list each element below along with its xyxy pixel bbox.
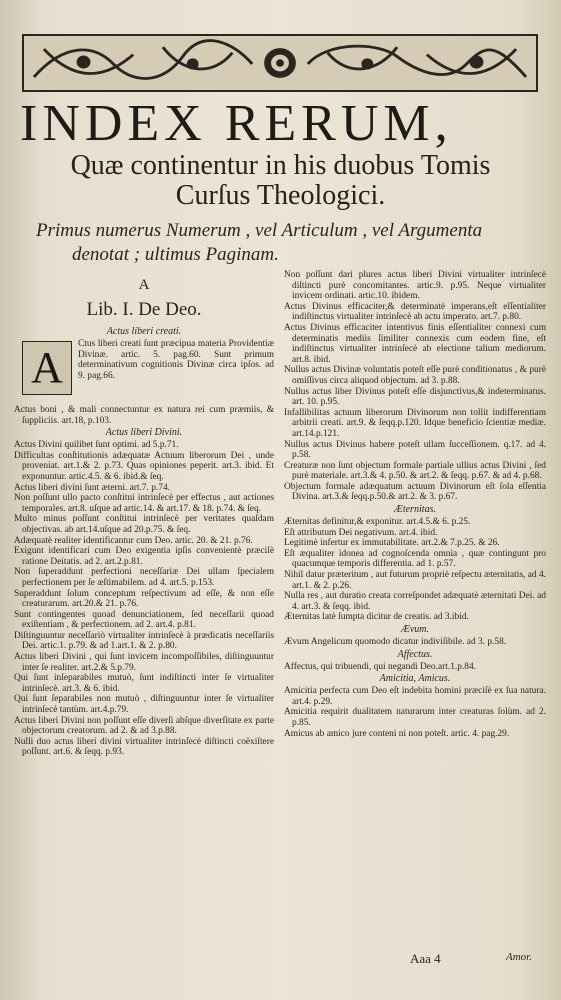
index-entry: Superaddunt ſolum conceptum reſpectivum ad eſſe, & non eſſe creaturarum. art.20.& 21. p.76. [14,588,274,610]
index-entry: Qui ſunt inſeparabiles mutuò, ſunt indiſtincti inter ſe virtualiter intrinſecè. art.3. & 6. ibid. [14,673,274,694]
signature-mark: Aaa 4 [410,951,441,966]
index-entry: Non poſſunt ullo pacto conſtitui intrinſecè per effectus , aut actiones temporales. art.8. uſque ad artic.14. & art.17. & 18. p.74. & ſeq. [14,493,274,514]
index-entry: Qui ſunt ſeparabiles non mutuò , diſtinguuntur inter ſe virtualiter intrinſecè tantùm. art.4.p.79. [14,694,274,716]
index-entry: Actus Divini quilibet ſunt optimi. ad 5.p.71. [14,440,179,451]
dropcap-letter: A [31,343,63,392]
usage-note-line-1: Primus numerus Numerum , vel Articulum , vel Argumenta [36,220,483,241]
index-entry: Eſt æqualiter idonea ad cognoſcenda omnia , quæ contingunt pro quacumque temporis differentia. ad 1. p.57. [284,548,546,570]
index-subheading: Actus liberi Divini. [105,427,183,439]
index-entry: Legitimè infertur ex immutabilitate. art.2.& 7.p.25. & 26. [284,538,500,549]
index-entry: Nullus actus Divinæ voluntatis poteſt eſſe purè conditionatus , & purè omiſſivus circa aliquod objectum. ad 3. p.88. [284,365,546,386]
index-entry: Amicitia requirit dualitatem naturarum inter creaturas ſolùm. ad 2. p.85. [284,707,546,728]
index-subtitle-line-1: Quæ continentur in his duobus Tomis [70,150,491,181]
index-entry: Sunt contingentes quoad denunciationem, ſed neceſſarii quoad exiſtentiam , & perfectionem. ad 2. art.4. p.81. [14,609,274,631]
index-entry: Difficultas conſtitutionis adæquatæ Actuum liberorum Dei , unde proveniat. art.1.& 2. p.73. Quas opiniones peperit. art.3. ibid. Et exponuntur. artic.4.5. & 6. ibid.& ſeq. [14,450,274,482]
chapter-heading: Lib. I. De Deo. [86,299,202,320]
index-entry: Non poſſunt dari plures actus liberi Divini virtualiter intrinſecè diſtincti purè concomitantes. artic.9. p.95. Neque virtualiter invicem ordinati. artic.10. ibidem. [284,270,546,302]
index-entry: Actus Divinus efficaciter intentivus finis eſſentialiter connexi cum determinatis mediis ſimiliter connexis cum eodem fine, eſt indiſtinctus virtualiter intrinſecè ab electione talium mediorum. art.8. ibid. [284,322,546,365]
index-subheading: Actus liberi creati. [106,326,182,337]
index-entry: Actus liberi Divini non poſſunt eſſe diverſi abſque diverſitate ex parte objectorum creatorum. ad 2. & ad 3.p.88. [14,715,274,737]
left-column [14,270,274,758]
index-entry: Infallibilitas actuum liberorum Divinorum non tollit indifferentiam arbitrii creati. art.9. & ſeqq.p.120. Idque beneficio ſcientiæ mediæ. art.14.p.121. [284,407,546,439]
index-subheading: Amicitia, Amicus. [379,673,451,685]
index-entry: Æternitas latè ſumpta dicitur de creatis. ad 3.ibid. [284,612,469,623]
index-entry: Amicitia perfecta cum Deo eſt indebita homini præciſè ex ſua natura. art.4. p.29. [284,686,546,707]
usage-note-line-2: denotat ; ultimus Paginam. [72,244,279,265]
index-subheading: Ævum. [400,624,430,635]
section-letter: A [138,277,150,293]
index-entry: Nihil datur præteritum , aut futurum propriè reſpectu æternitatis, ad 4. art.1. & 2. p.26. [284,570,546,591]
ornamental-headpiece [22,34,538,92]
index-entry: Æternitas definitur,& exponitur. art.4.5.& 6. p.25. [284,517,471,528]
index-title: INDEX RERUM, [20,95,453,152]
index-subtitle-line-2: Curſus Theologici. [175,180,386,211]
catchword: Amor. [506,951,532,963]
index-entry: Nullus actus Divinus habere poteſt ullam ſucceſſionem. q.17. ad 4. p.58. [284,439,546,461]
index-entry: Diſtinguuntur neceſſariò virtualiter intrinſecè à prædicatis neceſſariis Dei. artic.1. p.79. & ad 1.art.1. & 2. p.80. [14,630,274,652]
index-entry: Actus liberi Divini , qui ſunt invicem incompoſſibiles, diſtinguuntur inter ſe realiter. art.2.& 5.p.79. [14,652,274,673]
index-entry: Exigunt identificari cum Deo exigentia ipſis convenientè præciſè ratione Deitatis. ad 2. art.2.p.81. [14,546,274,567]
index-subheading: Affectus. [397,648,433,660]
index-entry: Ævum Angelicum quomodo dicatur indiviſibile. ad 3. p.58. [284,637,507,647]
ornament-icon [24,36,536,90]
index-entry: Non ſuperaddunt perfectioni neceſſariæ Dei ullam ſpecialem perfectionem per ſe æſtimabilem. ad 4. art.5. p.153. [14,567,274,588]
right-column [284,270,546,739]
right-entries [284,270,546,739]
dropcap-entry [14,339,274,405]
index-entry: Nulli duo actus liberi divini virtualiter intrinſecè diſtincti coëxiſtere poſſunt. art.6. & ſeqq. p.93. [14,736,274,758]
left-entries [14,326,274,758]
index-entry: Actus boni , & mali connectuntur ex natura rei cum præmiis, & ſuppliciis. art.18, p.103. [14,405,274,426]
dropcap-initial [22,341,72,395]
index-entry: Nulla res , aut duratio creata correſpondet adæquatè æternitati Dei. ad 4. art.3. & ſeqq. ibid. [284,591,546,612]
index-entry: Multo minus poſſunt conſtitui intrinſecè per veritates quaſdam objectivas. ab art.14.uſque ad 20.p.75. & ſeq. [14,514,274,535]
index-entry: Objectum formale adæquatum actuum Divinorum eſt ſola eſſentia Divina. art.3.& ſeqq.p.50.& art.2. & 3. p.67. [284,481,546,503]
index-entry: Nullus actus liber Divinus poteſt eſſe disjunctivus,& indeterminatus. art. 10. p.95. [284,386,546,408]
index-entry: Amicus ab amico jure conteni ni non poteſt. artic. 4. pag.29. [284,728,510,739]
index-entry: Eſt attributum Dei negativum. art.4. ibid. [284,527,438,538]
index-entry: Creaturæ non ſunt objectum formale partiale ullius actus Divini , ſed purè materiale. art.3.& 4. p.50. & art.2. & ſeqq. p.67. & ad 4. p.68. [284,460,546,482]
index-entry: Affectus, qui tribuendi, qui negandi Deo.art.1.p.84. [284,661,476,672]
index-subheading: Æternitas. [394,504,436,516]
index-entry: Actus Divinus efficaciter,& determinatè imperans,eſt eſſentialiter indiſtinctus virtualiter intrinſecè ab actu imperato. art.7. p.80. [284,301,546,323]
index-entry: Ctus liberi creati ſunt præcipua materia Providentiæ Divinæ. artic. 5. pag.60. Sunt primum determinativum cognitionis Divinæ circa ipſos. ad 9. pag.66. [78,339,274,381]
index-entry: Actus liberi divini ſunt æterni. art.7. p.74. [14,482,170,493]
index-entry: Adæquatè realiter identificantur cum Deo. artic. 20. & 21. p.76. [14,535,253,546]
